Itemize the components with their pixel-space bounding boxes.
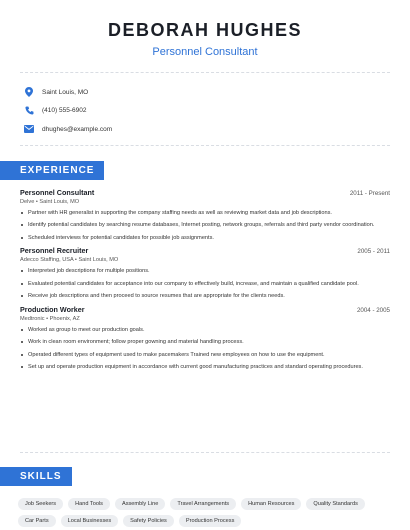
job-title: Personnel Consultant — [20, 187, 95, 197]
job-entry — [20, 305, 390, 372]
job-bullet: Identify potential candidates by searching resume databases, Internet posting, network groups, referrals and third party vendor coordination. — [20, 221, 390, 229]
candidate-name: DEBORAH HUGHES — [107, 20, 302, 40]
skill-chip: Hand Tools — [68, 498, 110, 510]
skill-chip: Safety Policies — [123, 515, 174, 527]
skills-list — [18, 498, 400, 527]
skill-chip: Human Resources — [241, 498, 301, 510]
phone-icon — [24, 106, 34, 116]
job-bullet: Scheduled interviews for potential candidates for possible job assignments. — [20, 234, 390, 242]
location-text: Saint Louis, MO — [42, 88, 89, 96]
job-organization: Adecco Staffing, USA • Saint Louis, MO — [20, 257, 119, 263]
contact-phone — [24, 102, 386, 120]
resume-header — [0, 0, 410, 58]
job-title: Personnel Recruiter — [20, 246, 89, 255]
email-text: dhughes@example.com — [42, 125, 113, 133]
job-entry — [20, 246, 390, 300]
job-bullet: Worked as group to meet our production goals. — [20, 326, 390, 334]
candidate-title: Personnel Consultant — [152, 46, 258, 58]
job-bullet: Receive job descriptions and then proceed to source resumes that are appropriate for the clients needs. — [20, 292, 390, 300]
skill-chip: Quality Standards — [306, 498, 364, 510]
job-dates: 2004 - 2005 — [356, 306, 390, 314]
skill-chip: Travel Arrangements — [170, 498, 236, 510]
experience-list — [0, 180, 410, 372]
experience-heading: EXPERIENCE — [0, 161, 104, 180]
contact-email — [24, 120, 386, 138]
job-organization: Medtronic • Phoenix, AZ — [20, 315, 80, 322]
experience-section-header — [0, 160, 410, 180]
job-bullet: Interpreted job descriptions for multiple positions. — [20, 267, 390, 275]
job-dates: 2005 - 2011 — [357, 248, 390, 255]
job-bullet: Partner with HR generalist in supporting the company staffing needs as well as reviewing market data and job descriptions. — [20, 209, 390, 217]
skill-chip: Production Process — [179, 515, 242, 527]
job-bullet: Operated different types of equipment used to make pacemakers Trained new employees on how to use the equipment. — [20, 351, 390, 359]
location-pin-icon — [24, 87, 34, 97]
skill-chip: Job Seekers — [18, 498, 63, 510]
contact-block — [0, 73, 410, 145]
job-entry — [20, 188, 390, 242]
job-dates: 2011 - Present — [349, 189, 390, 197]
skills-section-header — [0, 466, 72, 486]
job-organization: Delve • Saint Louis, MO — [20, 198, 80, 205]
contact-divider — [20, 145, 390, 146]
skills-heading: SKILLS — [0, 467, 72, 486]
skill-chip: Car Parts — [18, 515, 56, 527]
job-title: Production Worker — [20, 304, 85, 314]
job-bullet: Set up and operate production equipment in accordance with current good manufacturing practices and standard operating procedures. — [20, 363, 390, 371]
email-icon — [24, 124, 34, 134]
phone-text: (410) 555-6902 — [42, 107, 87, 114]
job-bullet: Evaluated potential candidates for acceptance into our company to effectively build, increase, and maintain a qualified candidate pool. — [20, 280, 390, 288]
skills-divider — [20, 452, 390, 453]
job-bullet: Work in clean room environment; follow proper gowning and material handling process. — [20, 338, 390, 346]
contact-location — [24, 83, 386, 101]
skill-chip: Local Businesses — [61, 515, 119, 527]
skill-chip: Assembly Line — [115, 498, 165, 510]
